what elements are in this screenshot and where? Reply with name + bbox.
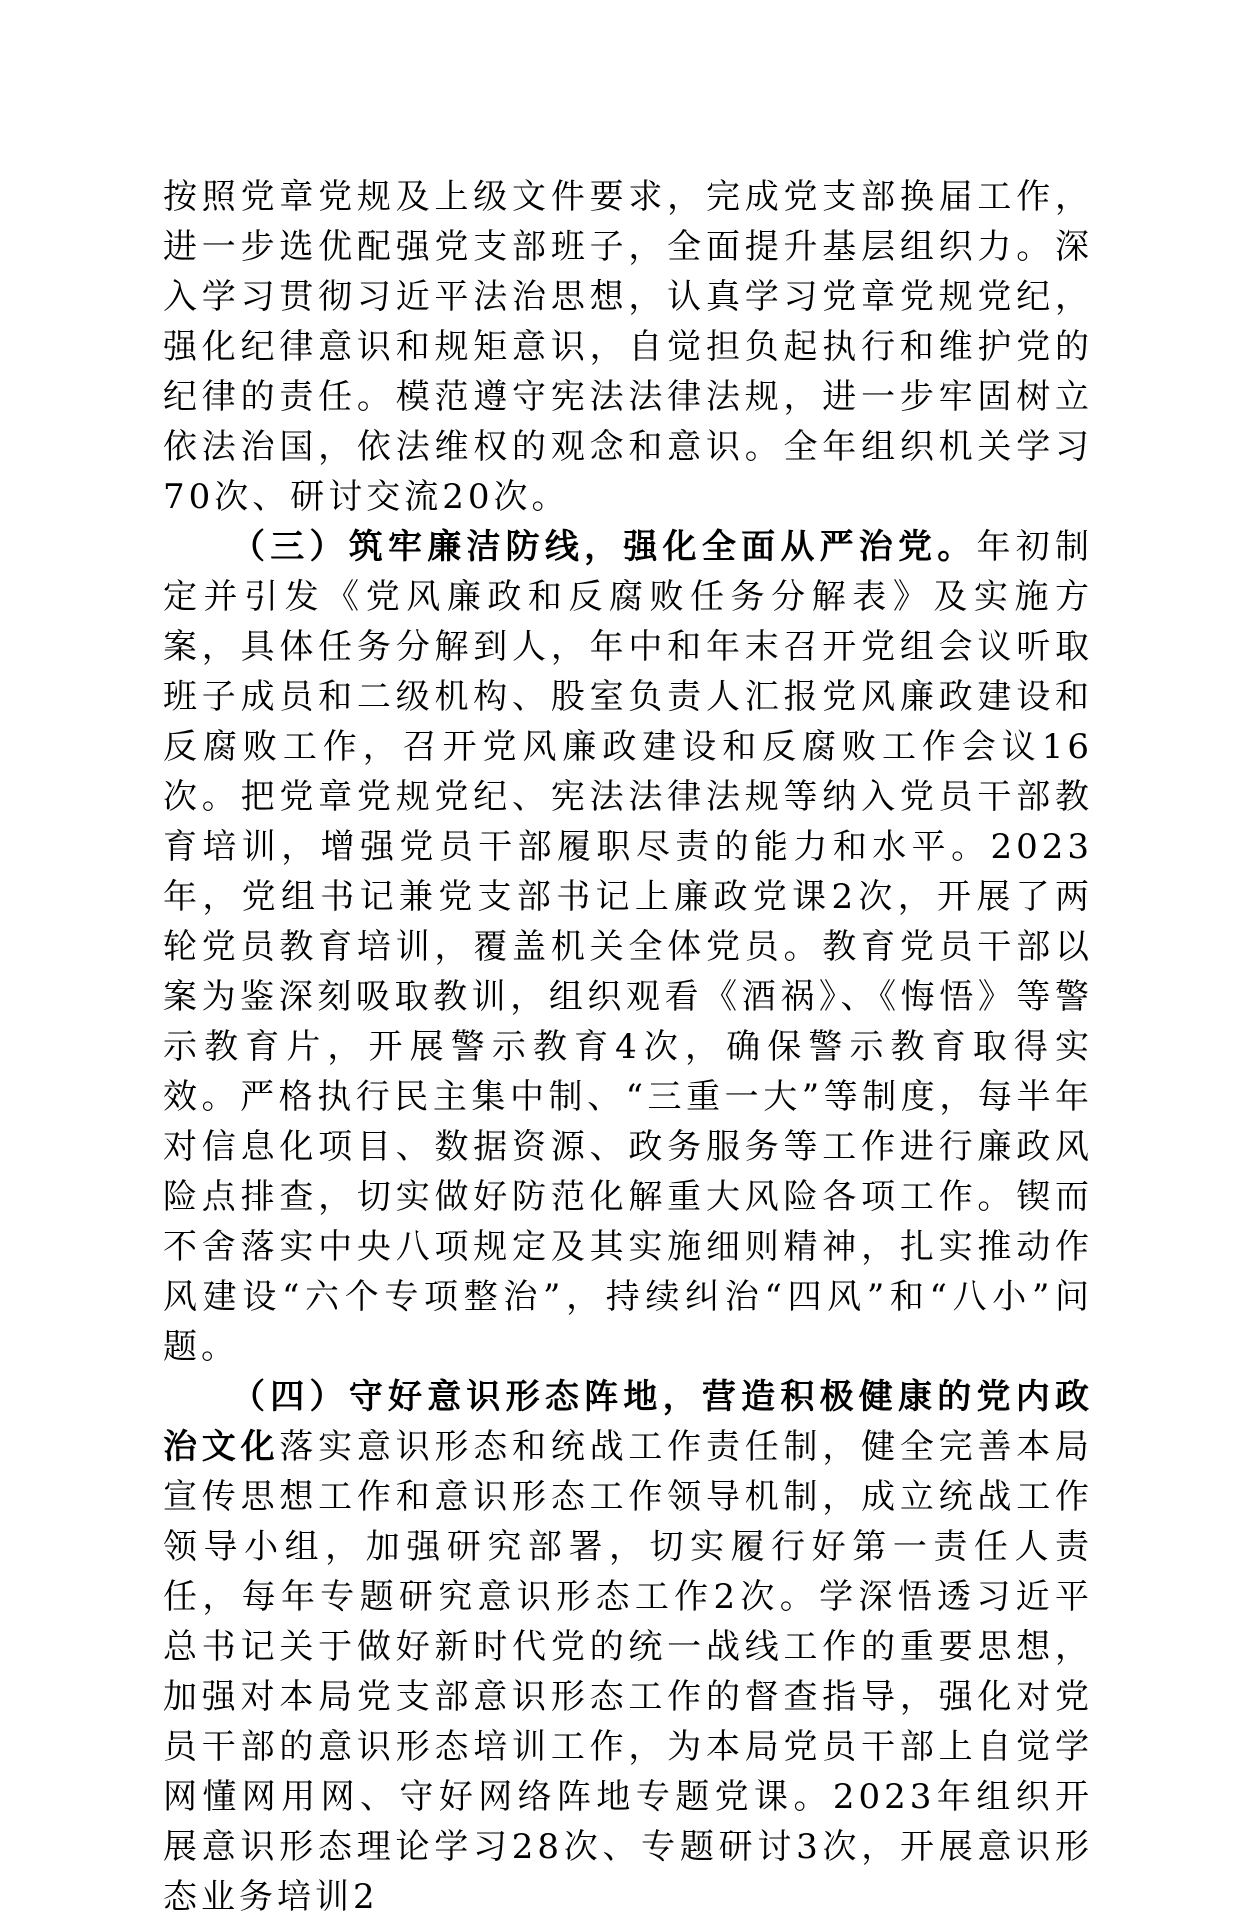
paragraph-text: 年初制定并引发《党风廉政和反腐败任务分解表》及实施方案，具体任务分解到人，年中和年末召开党组会议听取班子成员和二级机构、股室负责人汇报党风廉政建设和反腐败工作，召开党风廉政建设和反腐败工作会议16次。把党章党规党纪、宪法法律法规等纳入党员干部教育培训，增强党员干部履职尽责的能力和水平。2023年，党组书记兼党支部书记上廉政党课2次，开展了两轮党员教育培训，覆盖机关全体党员。教育党员干部以案为鉴深刻吸取教训，组织观看《酒祸》、《悔悟》等警示教育片，开展警示教育4次，确保警示教育取得实效。严格执行民主集中制、“三重一大”等制度，每半年对信息化项目、数据资源、政务服务等工作进行廉政风险点排查，切实做好防范化解重大风险各项工作。锲而不舍落实中央八项规定及其实施细则精神，扎实推动作风建设“六个专项整治”，持续纠治“四风”和“八小”问题。 <box>163 527 1094 1367</box>
paragraph-integrity-defense <box>163 522 1093 1372</box>
paragraph-text: 按照党章党规及上级文件要求，完成党支部换届工作，进一步选优配强党支部班子，全面提升基层组织力。深入学习贯彻习近平法治思想，认真学习党章党规党纪，强化纪律意识和规矩意识，自觉担负起执行和维护党的纪律的责任。模范遵守宪法法律法规，进一步牢固树立依法治国，依法维权的观念和意识。全年组织机关学习70次、研讨交流20次。 <box>163 177 1093 517</box>
paragraph-party-branch-election <box>163 172 1093 522</box>
document-body <box>163 172 1093 1922</box>
paragraph-text: 落实意识形态和统战工作责任制，健全完善本局宣传思想工作和意识形态工作领导机制，成立统战工作领导小组，加强研究部署，切实履行好第一责任人责任，每年专题研究意识形态工作2次。学深悟透习近平总书记关于做好新时代党的统一战线工作的重要思想，加强对本局党支部意识形态工作的督查指导，强化对党员干部的意识形态培训工作，为本局党员干部上自觉学网懂网用网、守好网络阵地专题党课。2023年组织开展意识形态理论学习28次、专题研讨3次，开展意识形态业务培训2 <box>163 1427 1094 1917</box>
paragraph-ideology-position <box>163 1372 1093 1922</box>
section-heading-4: （四）守好意识形态阵地，营造积极健康的党内政治文化 <box>163 1377 1093 1467</box>
section-heading-3: （三）筑牢廉洁防线，强化全面从严治党。 <box>231 527 977 567</box>
